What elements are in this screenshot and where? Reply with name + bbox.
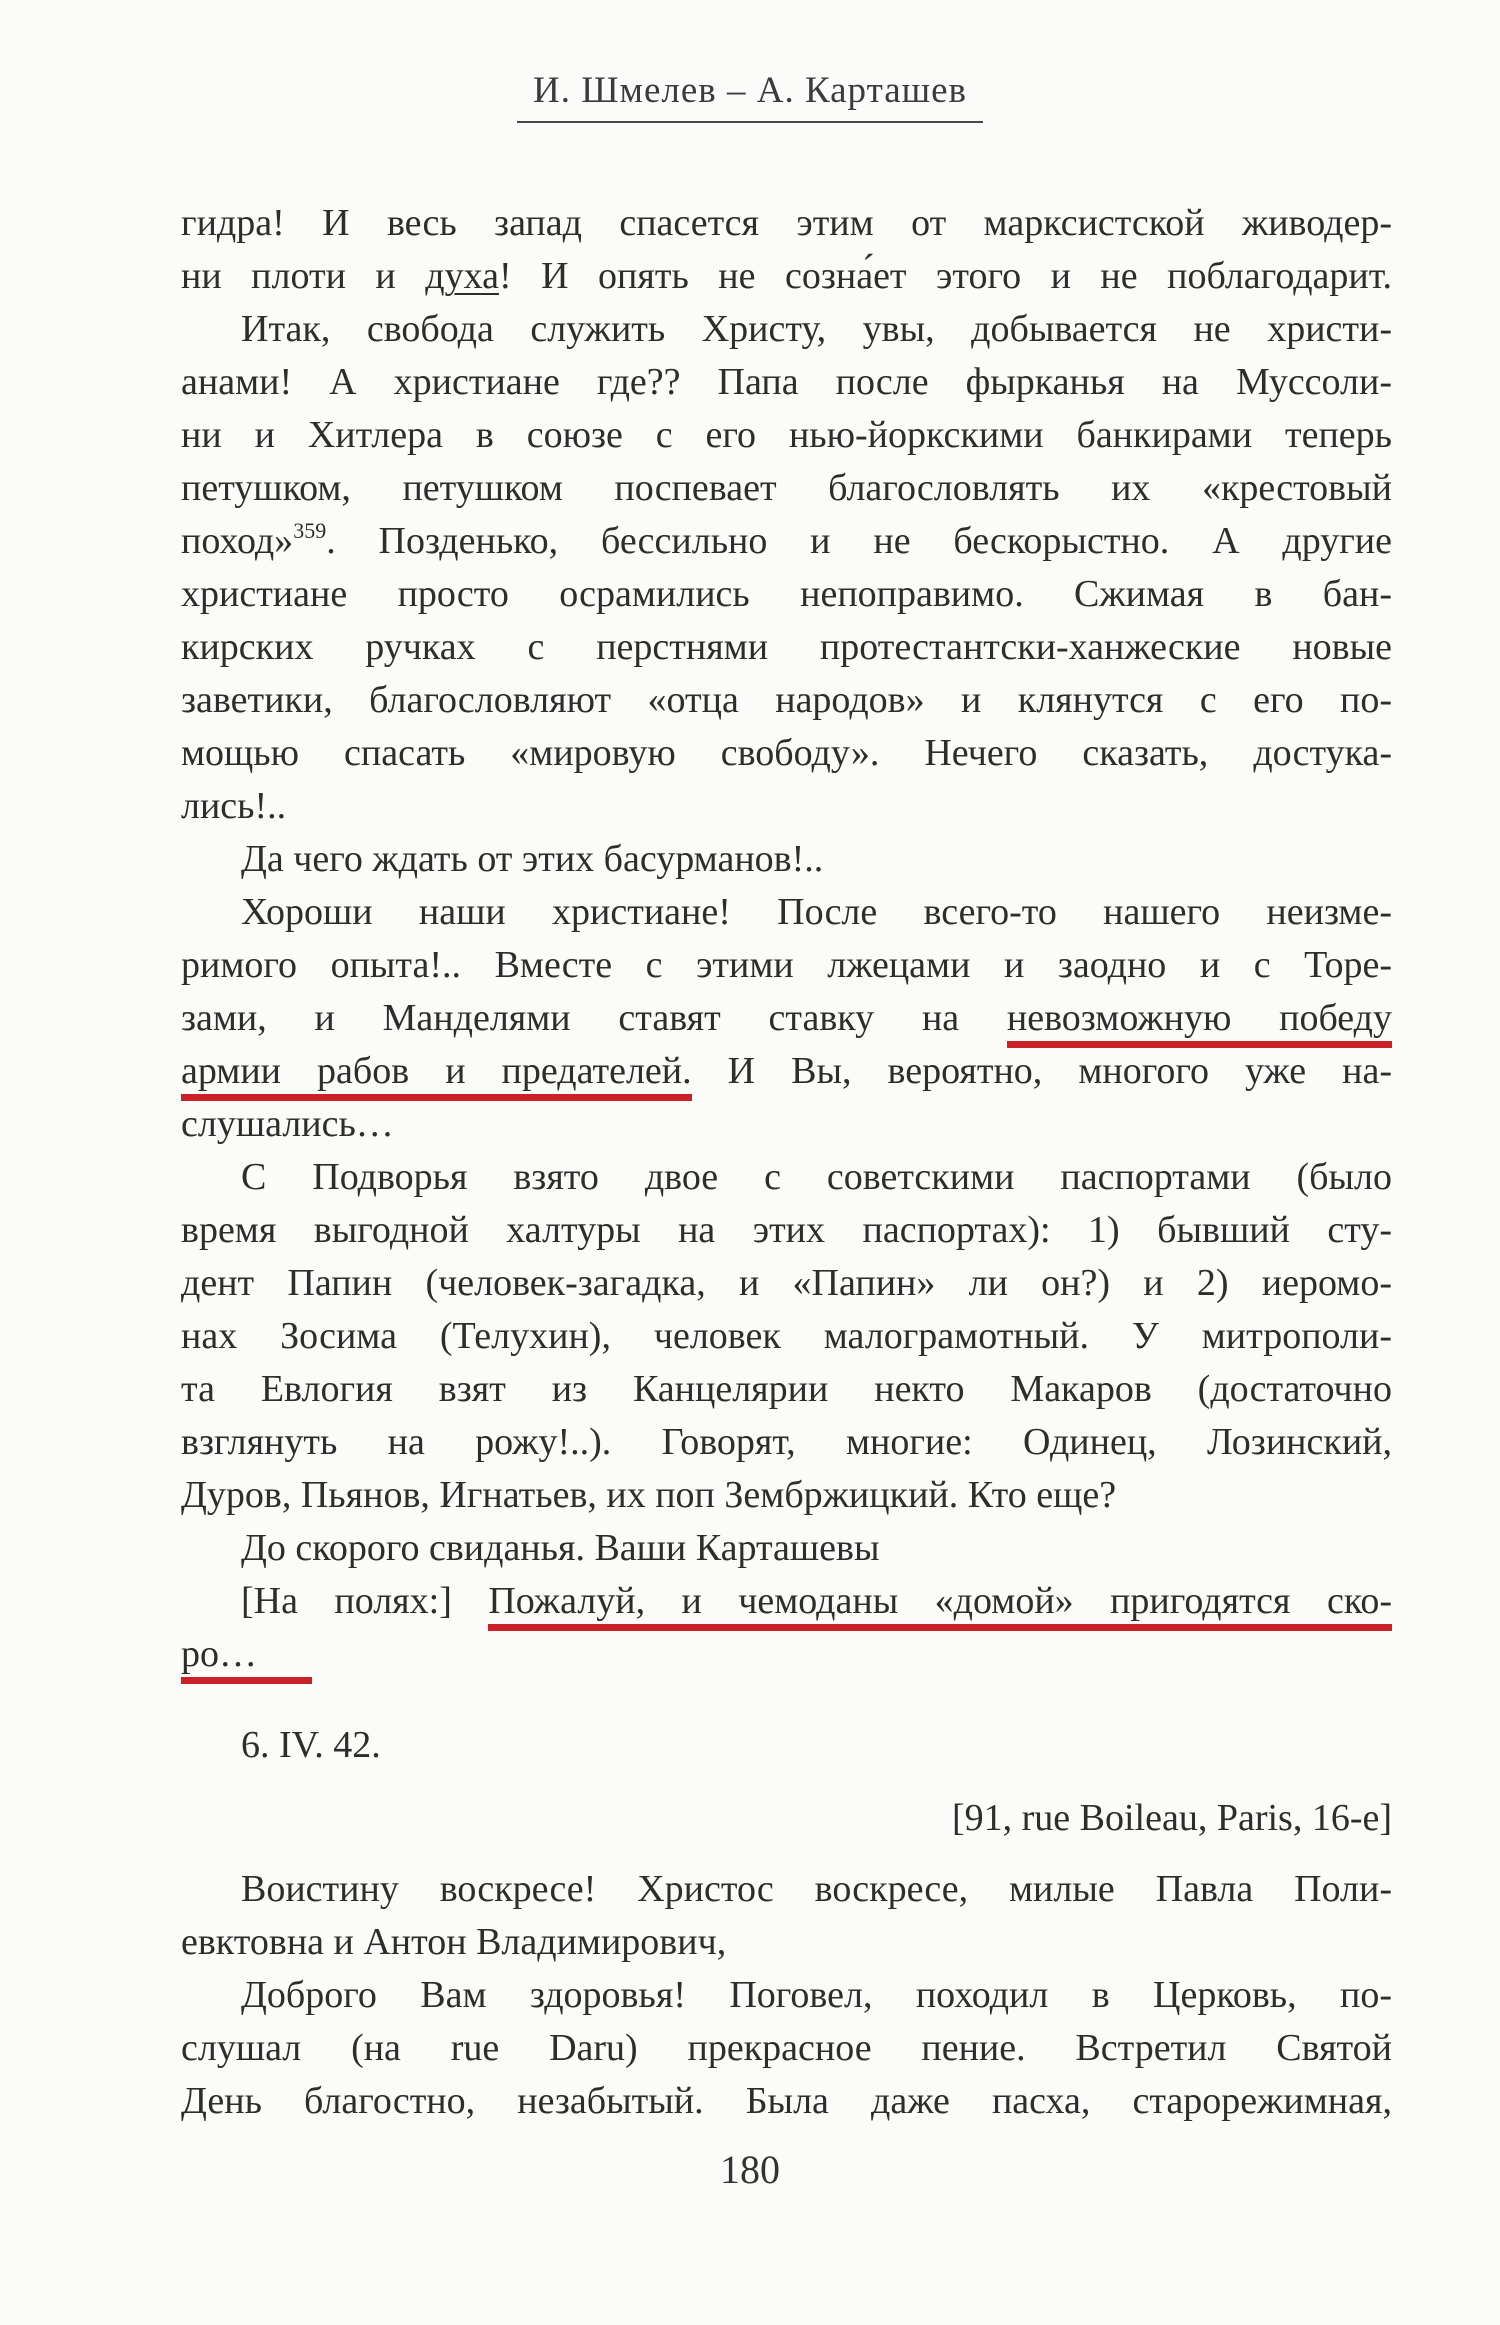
text-line xyxy=(181,356,1392,409)
text-line xyxy=(181,1045,1392,1098)
paragraph xyxy=(181,1522,1392,1575)
text-line xyxy=(181,1416,1392,1469)
underlined-text: духа xyxy=(425,255,499,297)
text-line xyxy=(181,992,1392,1045)
text-segment: Дуров, Пьянов, Игнатьев, их поп Зембржицкий. Кто еще? xyxy=(181,1474,1117,1516)
text-line xyxy=(181,1628,1392,1681)
text-line xyxy=(181,674,1392,727)
paragraph xyxy=(181,1969,1392,2128)
text-segment: время выгодной халтуры на этих паспортах): 1) бывший сту- xyxy=(181,1209,1392,1251)
paragraph xyxy=(181,1719,1392,1772)
text-line xyxy=(181,409,1392,462)
text-line xyxy=(181,2075,1392,2128)
text-line xyxy=(181,303,1392,356)
red-underlined-text: армии рабов и предателей. xyxy=(181,1050,692,1101)
text-segment: ! И опять не созна́ет этого и не поблагодарит. xyxy=(498,255,1393,297)
text-line xyxy=(181,727,1392,780)
footnote-reference: 359 xyxy=(293,518,327,543)
text-line xyxy=(181,197,1392,250)
running-header-title: И. Шмелев – А. Карташев xyxy=(517,72,983,123)
text-segment: ни и Хитлера в союзе с его нью-йоркскими банкирами теперь xyxy=(181,414,1392,456)
text-segment: зами, и Манделями ставят ставку на xyxy=(181,997,1007,1039)
red-underlined-text: Пожалуй, и чемоданы «домой» пригодятся ско- xyxy=(488,1580,1392,1631)
text-line xyxy=(181,1575,1392,1628)
text-line xyxy=(181,1204,1392,1257)
text-line xyxy=(181,1916,1392,1969)
text-segment: слушались… xyxy=(181,1103,394,1145)
text-line xyxy=(181,1469,1392,1522)
text-segment: И Вы, вероятно, многого уже на- xyxy=(691,1050,1393,1092)
text-segment: дент Папин (человек-загадка, и «Папин» ли он?) и 2) иеромо- xyxy=(181,1262,1392,1304)
text-segment: гидра! И весь запад спасется этим от марксистской живодер- xyxy=(181,202,1392,244)
text-segment: [91, rue Boileau, Paris, 16-e] xyxy=(951,1797,1392,1839)
text-line xyxy=(181,1257,1392,1310)
text-line xyxy=(181,1792,1392,1845)
paragraph xyxy=(181,1151,1392,1522)
text-line xyxy=(181,939,1392,992)
red-underlined-text: невозможную победу xyxy=(1007,997,1392,1048)
text-segment: римого опыта!.. Вместе с этими лжецами и заодно и с Торе- xyxy=(181,944,1392,986)
text-line xyxy=(181,1969,1392,2022)
text-segment: Хороши наши христиане! После всего-то нашего неизме- xyxy=(241,891,1392,933)
text-segment: заветики, благословляют «отца народов» и клянутся с его по- xyxy=(181,679,1392,721)
page-number: 180 xyxy=(720,2147,780,2192)
text-line xyxy=(181,515,1392,568)
text-segment: До скорого свиданья. Ваши Карташевы xyxy=(241,1527,880,1569)
text-segment: С Подворья взято двое с советскими паспортами (было xyxy=(241,1156,1392,1198)
running-header xyxy=(0,72,1500,123)
text-segment: мощью спасать «мировую свободу». Нечего сказать, достука- xyxy=(181,732,1392,774)
text-segment: День благостно, незабытый. Была даже пасха, старорежимная, xyxy=(181,2080,1392,2122)
paragraph xyxy=(181,1863,1392,1969)
text-segment: Итак, свобода служить Христу, увы, добывается не христи- xyxy=(241,308,1392,350)
text-segment: анами! А христиане где?? Папа после фырканья на Муссоли- xyxy=(181,361,1392,403)
text-segment: Воистину воскресе! Христос воскресе, милые Павла Поли- xyxy=(241,1868,1392,1910)
paragraph xyxy=(181,833,1392,886)
paragraph xyxy=(181,886,1392,1151)
text-segment: та Евлогия взят из Канцелярии некто Макаров (достаточно xyxy=(181,1368,1392,1410)
text-segment: [На полях:] xyxy=(241,1580,489,1622)
text-line xyxy=(181,1522,1392,1575)
text-line xyxy=(181,568,1392,621)
text-segment: нах Зосима (Телухин), человек малограмотный. У митрополи- xyxy=(181,1315,1392,1357)
text-segment: . Позденько, бессильно и не бескорыстно. А другие xyxy=(326,520,1392,562)
text-segment: Да чего ждать от этих басурманов!.. xyxy=(241,838,824,880)
text-line xyxy=(181,462,1392,515)
text-line xyxy=(181,1863,1392,1916)
paragraph xyxy=(181,1575,1392,1681)
text-segment: 6. IV. 42. xyxy=(241,1724,381,1766)
paragraph xyxy=(181,197,1392,303)
text-segment: взглянуть на рожу!..). Говорят, многие: Одинец, Лозинский, xyxy=(181,1421,1392,1463)
text-segment: кирских ручках с перстнями протестантски-ханжеские новые xyxy=(181,626,1392,668)
text-segment: Доброго Вам здоровья! Поговел, походил в Церковь, по- xyxy=(241,1974,1392,2016)
text-line xyxy=(181,621,1392,674)
paragraph xyxy=(181,303,1392,833)
text-segment: ни плоти и xyxy=(181,255,426,297)
text-line xyxy=(181,1310,1392,1363)
text-line xyxy=(181,2022,1392,2075)
text-segment: поход» xyxy=(181,520,294,562)
paragraph xyxy=(181,1792,1392,1845)
text-segment: евктовна и Антон Владимирович, xyxy=(181,1921,727,1963)
text-line xyxy=(181,1363,1392,1416)
text-line xyxy=(181,780,1392,833)
text-segment: слушал (на rue Daru) прекрасное пение. Встретил Святой xyxy=(181,2027,1392,2069)
text-line xyxy=(181,250,1392,303)
text-segment: лись!.. xyxy=(181,785,287,827)
content xyxy=(181,197,1392,2128)
red-underlined-text: ро… xyxy=(181,1633,312,1684)
text-line xyxy=(181,833,1392,886)
text-line xyxy=(181,886,1392,939)
text-segment: петушком, петушком поспевает благословлять их «крестовый xyxy=(181,467,1392,509)
text-segment: христиане просто осрамились непоправимо. Сжимая в бан- xyxy=(181,573,1392,615)
text-line xyxy=(181,1151,1392,1204)
text-line xyxy=(181,1098,1392,1151)
text-line xyxy=(181,1719,1392,1772)
